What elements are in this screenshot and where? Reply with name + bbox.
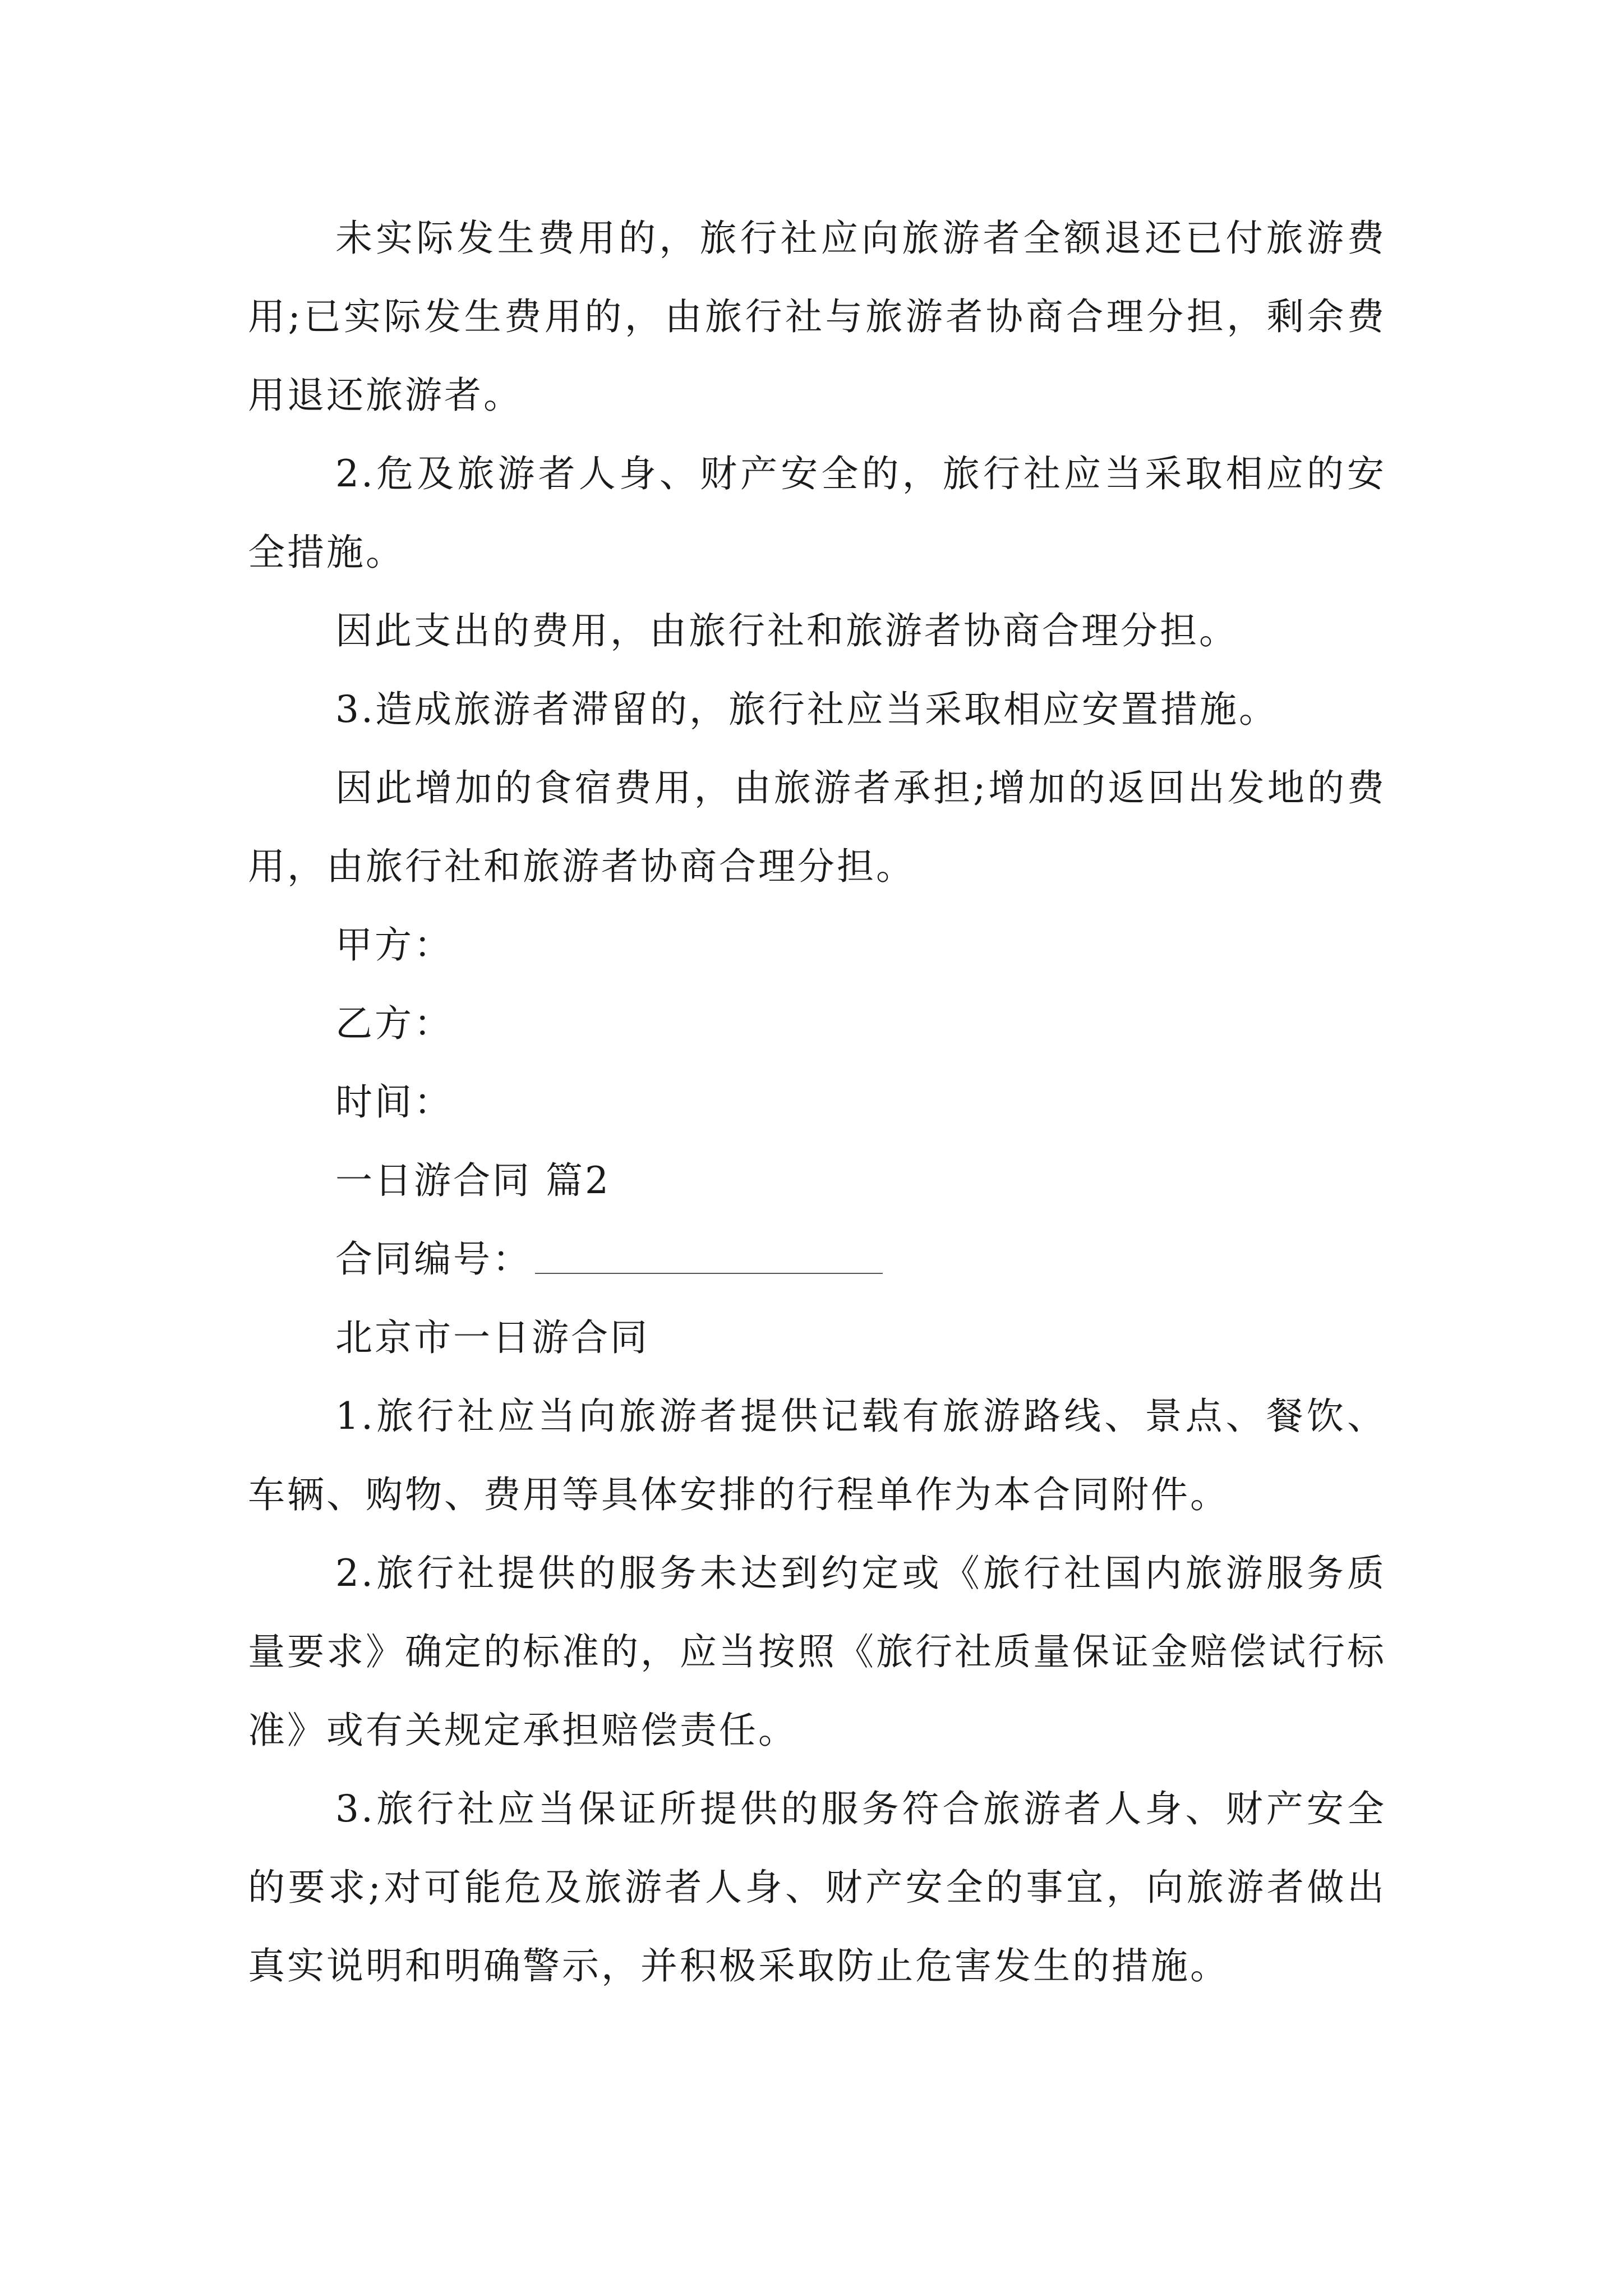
party-a-label: 甲方： [335,923,453,967]
contract-number-blank [535,1273,883,1274]
contract-number-label: 合同编号： [335,1237,532,1281]
contract-title: 北京市一日游合同 [335,1316,649,1359]
paragraph-itinerary: 1.旅行社应当向旅游者提供记载有旅游路线、景点、餐饮、车辆、购物、费用等具体安排的行程单作为本合同附件。 [248,1395,1386,1516]
paragraph-compensation: 2.旅行社提供的服务未达到约定或《旅行社国内旅游服务质量要求》确定的标准的，应当按照《旅行社质量保证金赔偿试行标准》或有关规定承担赔偿责任。 [248,1552,1386,1752]
paragraph-safety-guarantee: 3.旅行社应当保证所提供的服务符合旅游者人身、财产安全的要求;对可能危及旅游者人身、财产安全的事宜，向旅游者做出真实说明和明确警示，并积极采取防止危害发生的措施。 [248,1787,1386,1987]
date-label: 时间： [335,1080,453,1124]
paragraph-stranded: 3.造成旅游者滞留的，旅行社应当采取相应安置措施。 [335,688,1278,731]
section-heading: 一日游合同 篇2 [335,1159,611,1202]
paragraph-refund: 未实际发生费用的，旅行社应向旅游者全额退还已付旅游费用;已实际发生费用的，由旅行社与旅游者协商合理分担，剩余费用退还旅游者。 [248,217,1386,417]
document-body [248,199,1386,2005]
paragraph-stranded-costs: 因此增加的食宿费用，由旅游者承担;增加的返回出发地的费用，由旅行社和旅游者协商合理分担。 [248,766,1386,888]
paragraph-safety-measures: 2.危及旅游者人身、财产安全的，旅行社应当采取相应的安全措施。 [248,452,1386,574]
party-b-label: 乙方： [335,1002,453,1045]
paragraph-safety-costs: 因此支出的费用，由旅行社和旅游者协商合理分担。 [335,609,1238,652]
contract-number-line [248,1220,1386,1299]
